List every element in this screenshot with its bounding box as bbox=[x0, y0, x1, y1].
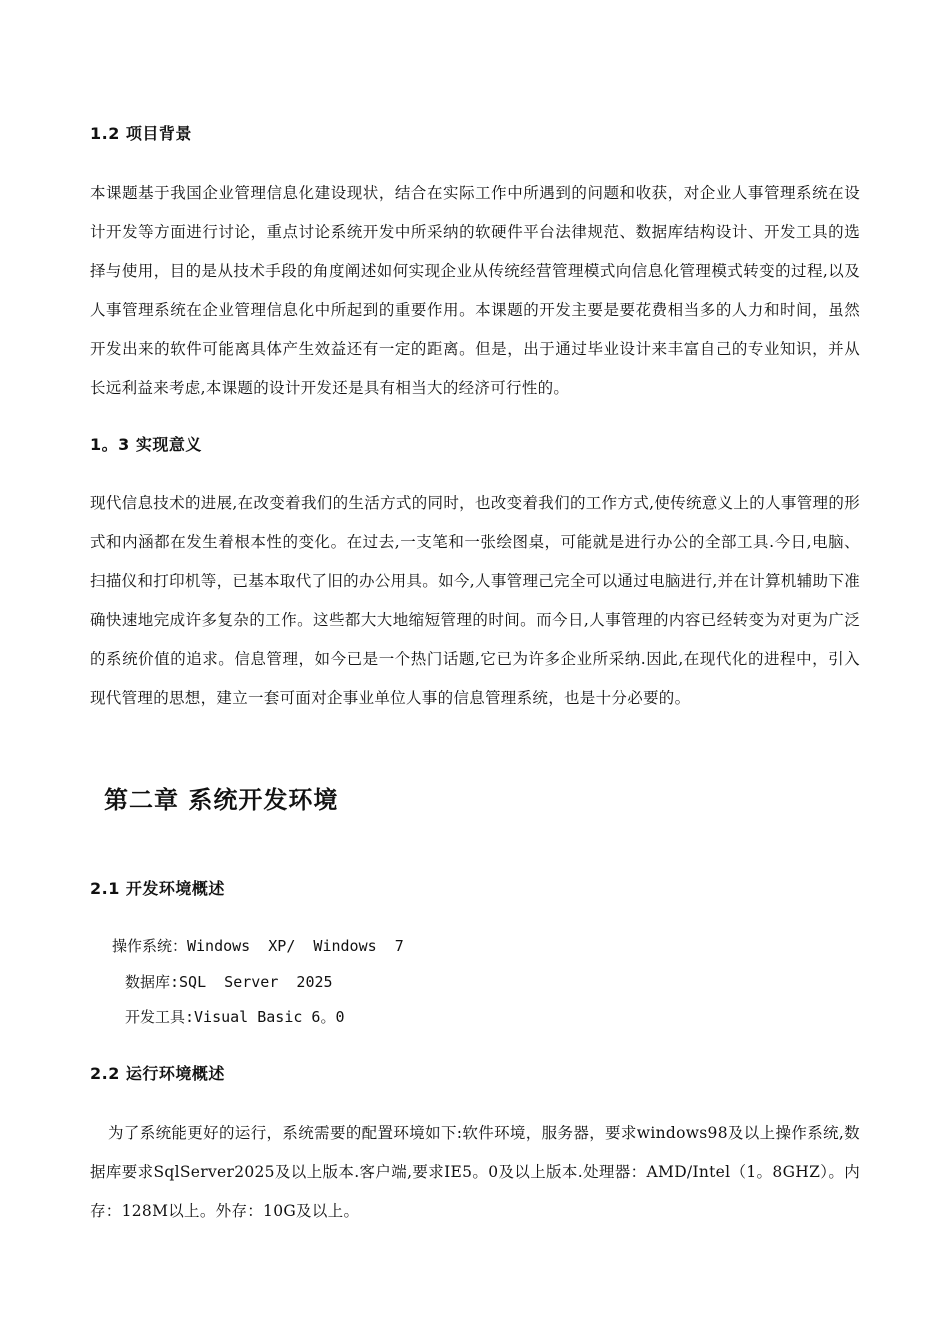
section-paragraph-1-2: 本课题基于我国企业管理信息化建设现状，结合在实际工作中所遇到的问题和收获，对企业人事管理系统在设计开发等方面进行讨论，重点讨论系统开发中所采纳的软硬件平台法律规范、数据库结构设计、开发工具的选择与使用，目的是从技术手段的角度阐述如何实现企业从传统经营管理模式向信息化管理模式转变的过程,以及人事管理系统在企业管理信息化中所起到的重要作用。本课题的开发主要是要花费相当多的人力和时间，虽然开发出来的软件可能离具体产生效益还有一定的距离。但是，出于通过毕业设计来丰富自己的专业知识，并从长远利益来考虑,本课题的设计开发还是具有相当大的经济可行性的。 bbox=[90, 184, 860, 397]
section-heading-1-2: 1.2 项目背景 bbox=[90, 124, 192, 143]
section-paragraph-2-2: 为了系统能更好的运行，系统需要的配置环境如下:软件环境，服务器，要求windows98及以上操作系统,数据库要求SqlServer2025及以上版本.客户端,要求IE5。0及以上版本.处理器：AMD/Intel（1。8GHZ）。内存：128M以上。外存：10G及以上。 bbox=[90, 1124, 860, 1220]
env-line-database: 数据库:SQL Server 2025 bbox=[125, 973, 333, 991]
env-line-devtool: 开发工具:Visual Basic 6。0 bbox=[125, 1008, 345, 1026]
chapter-title: 第二章 系统开发环境 bbox=[104, 786, 339, 814]
env-line-os: 操作系统：Windows XP/ Windows 7 bbox=[112, 937, 404, 955]
section-heading-2-2: 2.2 运行环境概述 bbox=[90, 1064, 225, 1083]
section-paragraph-1-3: 现代信息技术的进展,在改变着我们的生活方式的同时，也改变着我们的工作方式,使传统意义上的人事管理的形式和内涵都在发生着根本性的变化。在过去,一支笔和一张绘图桌，可能就是进行办公的全部工具.今日,电脑、扫描仪和打印机等，已基本取代了旧的办公用具。如今,人事管理己完全可以通过电脑进行,并在计算机辅助下准确快速地完成许多复杂的工作。这些都大大地缩短管理的时间。而今日,人事管理的内容已经转变为对更为广泛的系统价值的追求。信息管理，如今已是一个热门话题,它已为许多企业所采纳.因此,在现代化的进程中，引入现代管理的思想，建立一套可面对企事业单位人事的信息管理系统，也是十分必要的。 bbox=[90, 494, 860, 707]
section-heading-2-1: 2.1 开发环境概述 bbox=[90, 879, 225, 898]
section-heading-1-3: 1。3 实现意义 bbox=[90, 435, 202, 454]
